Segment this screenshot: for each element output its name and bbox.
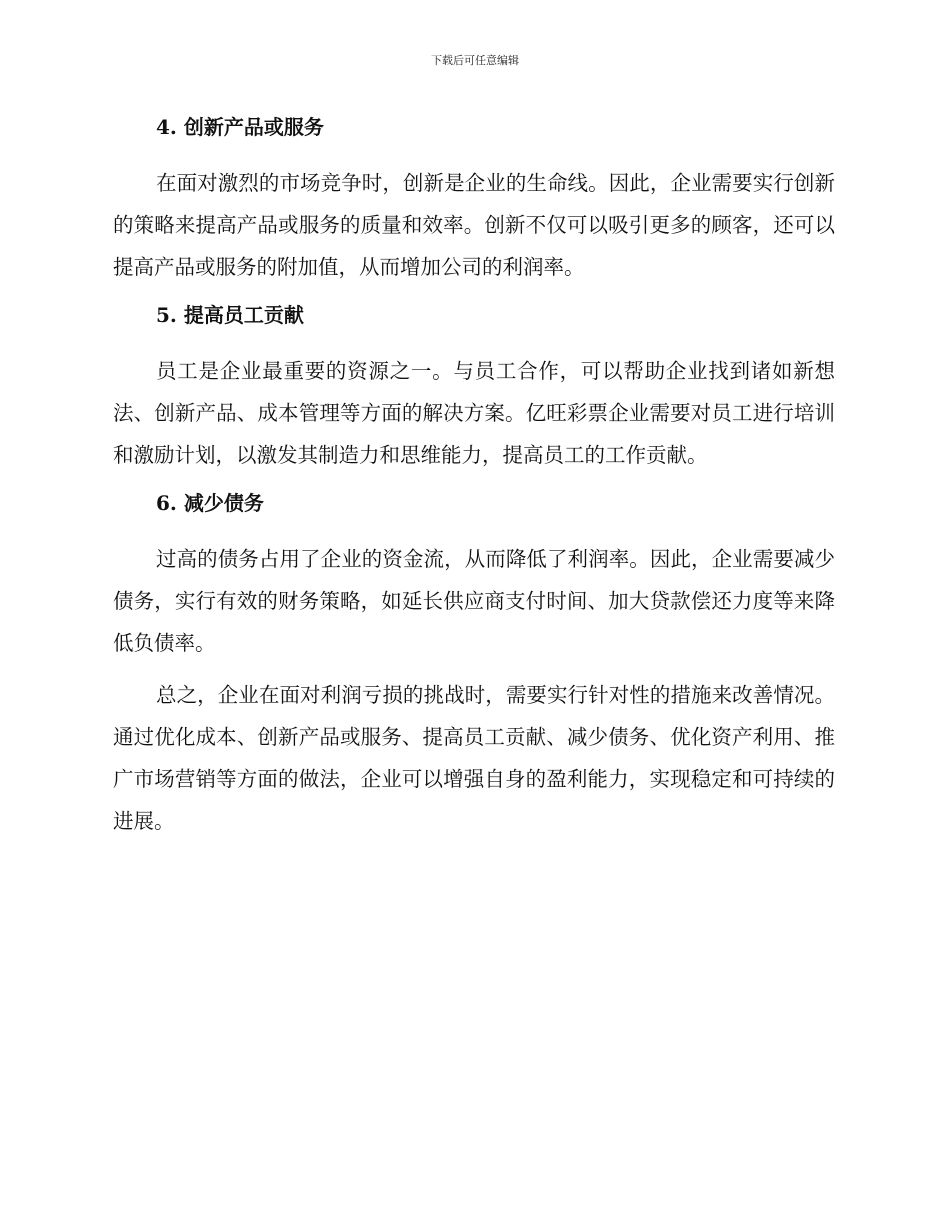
page-header: 下载后可任意编辑 bbox=[431, 54, 519, 67]
conclusion-paragraph: 总之，企业在面对利润亏损的挑战时，需要实行针对性的措施来改善情况。通过优化成本、创新产品或服务、提高员工贡献、减少债务、优化资产利用、推广市场营销等方面的做法，企业可以增强自身的盈利能力，实现稳定和可持续的进展。 bbox=[113, 683, 835, 833]
section-paragraph-4: 在面对激烈的市场竞争时，创新是企业的生命线。因此，企业需要实行创新的策略来提高产品或服务的质量和效率。创新不仅可以吸引更多的顾客，还可以提高产品或服务的附加值，从而增加公司的利润率。 bbox=[113, 171, 835, 279]
section-heading-6: 6. 减少债务 bbox=[156, 491, 264, 515]
document-body bbox=[113, 110, 835, 852]
section-paragraph-6: 过高的债务占用了企业的资金流，从而降低了利润率。因此，企业需要减少债务，实行有效的财务策略，如延长供应商支付时间、加大贷款偿还力度等来降低负债率。 bbox=[113, 547, 835, 655]
section-heading-5: 5. 提高员工贡献 bbox=[156, 303, 304, 327]
section-heading-4: 4. 创新产品或服务 bbox=[156, 115, 324, 139]
section-paragraph-5: 员工是企业最重要的资源之一。与员工合作，可以帮助企业找到诸如新想法、创新产品、成本管理等方面的解决方案。亿旺彩票企业需要对员工进行培训和激励计划，以激发其制造力和思维能力，提高员工的工作贡献。 bbox=[113, 359, 835, 467]
